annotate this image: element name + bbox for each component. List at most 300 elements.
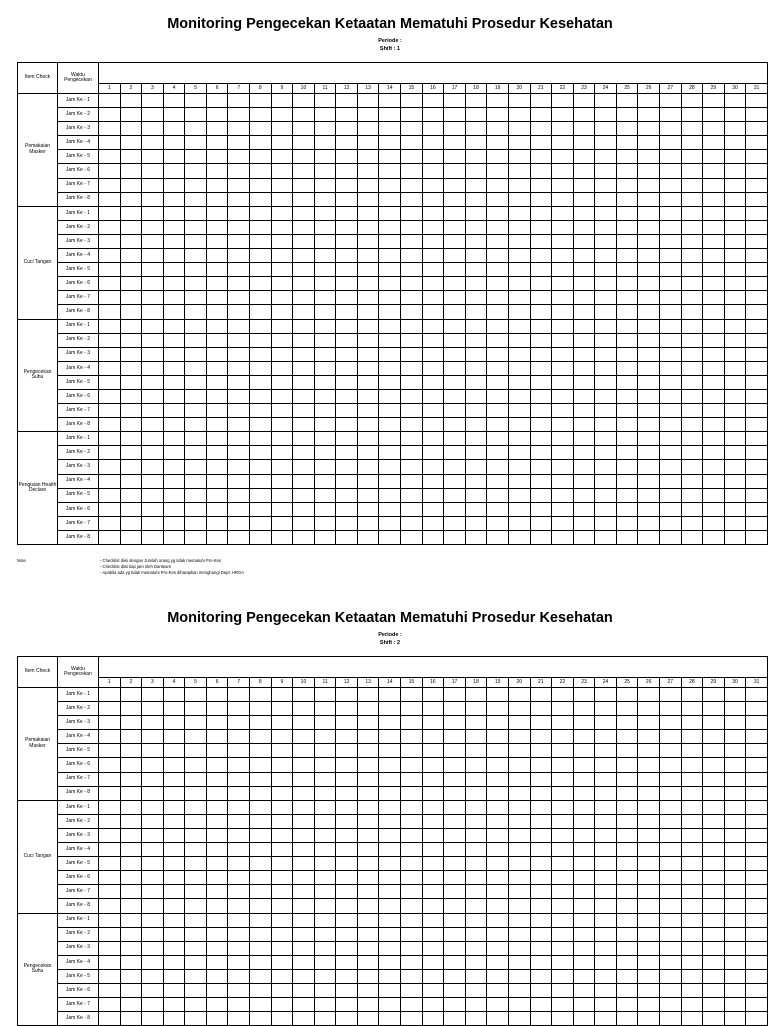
check-cell[interactable] <box>357 460 379 474</box>
check-cell[interactable] <box>293 488 315 502</box>
check-cell[interactable] <box>746 389 768 403</box>
check-cell[interactable] <box>638 164 660 178</box>
check-cell[interactable] <box>98 249 120 263</box>
check-cell[interactable] <box>293 530 315 544</box>
check-cell[interactable] <box>638 530 660 544</box>
check-cell[interactable] <box>142 786 164 800</box>
check-cell[interactable] <box>422 418 444 432</box>
check-cell[interactable] <box>163 432 185 446</box>
check-cell[interactable] <box>142 857 164 871</box>
check-cell[interactable] <box>508 941 530 955</box>
check-cell[interactable] <box>98 871 120 885</box>
check-cell[interactable] <box>595 800 617 814</box>
check-cell[interactable] <box>681 94 703 108</box>
check-cell[interactable] <box>271 800 293 814</box>
check-cell[interactable] <box>120 772 142 786</box>
check-cell[interactable] <box>142 122 164 136</box>
check-cell[interactable] <box>660 843 682 857</box>
check-cell[interactable] <box>271 530 293 544</box>
check-cell[interactable] <box>508 814 530 828</box>
check-cell[interactable] <box>206 291 228 305</box>
check-cell[interactable] <box>638 913 660 927</box>
check-cell[interactable] <box>573 263 595 277</box>
check-cell[interactable] <box>206 516 228 530</box>
check-cell[interactable] <box>616 263 638 277</box>
check-cell[interactable] <box>444 814 466 828</box>
check-cell[interactable] <box>638 502 660 516</box>
check-cell[interactable] <box>357 488 379 502</box>
check-cell[interactable] <box>487 688 509 702</box>
check-cell[interactable] <box>142 772 164 786</box>
check-cell[interactable] <box>314 474 336 488</box>
check-cell[interactable] <box>703 969 725 983</box>
check-cell[interactable] <box>595 432 617 446</box>
check-cell[interactable] <box>465 178 487 192</box>
check-cell[interactable] <box>508 305 530 319</box>
check-cell[interactable] <box>681 446 703 460</box>
check-cell[interactable] <box>487 955 509 969</box>
check-cell[interactable] <box>120 277 142 291</box>
check-cell[interactable] <box>530 305 552 319</box>
check-cell[interactable] <box>120 446 142 460</box>
check-cell[interactable] <box>422 502 444 516</box>
check-cell[interactable] <box>206 758 228 772</box>
check-cell[interactable] <box>379 474 401 488</box>
check-cell[interactable] <box>206 702 228 716</box>
check-cell[interactable] <box>401 389 423 403</box>
check-cell[interactable] <box>616 772 638 786</box>
check-cell[interactable] <box>552 474 574 488</box>
check-cell[interactable] <box>185 998 207 1012</box>
check-cell[interactable] <box>163 460 185 474</box>
check-cell[interactable] <box>401 941 423 955</box>
check-cell[interactable] <box>271 772 293 786</box>
check-cell[interactable] <box>228 291 250 305</box>
check-cell[interactable] <box>379 983 401 997</box>
check-cell[interactable] <box>573 772 595 786</box>
check-cell[interactable] <box>185 263 207 277</box>
check-cell[interactable] <box>595 446 617 460</box>
check-cell[interactable] <box>638 375 660 389</box>
check-cell[interactable] <box>185 164 207 178</box>
check-cell[interactable] <box>595 206 617 220</box>
check-cell[interactable] <box>552 347 574 361</box>
check-cell[interactable] <box>508 516 530 530</box>
check-cell[interactable] <box>250 122 272 136</box>
check-cell[interactable] <box>681 122 703 136</box>
check-cell[interactable] <box>357 234 379 248</box>
check-cell[interactable] <box>552 333 574 347</box>
check-cell[interactable] <box>401 730 423 744</box>
check-cell[interactable] <box>746 913 768 927</box>
check-cell[interactable] <box>465 488 487 502</box>
check-cell[interactable] <box>293 969 315 983</box>
check-cell[interactable] <box>98 404 120 418</box>
check-cell[interactable] <box>120 361 142 375</box>
check-cell[interactable] <box>703 786 725 800</box>
check-cell[interactable] <box>552 108 574 122</box>
check-cell[interactable] <box>444 375 466 389</box>
check-cell[interactable] <box>250 178 272 192</box>
check-cell[interactable] <box>530 220 552 234</box>
check-cell[interactable] <box>444 969 466 983</box>
check-cell[interactable] <box>228 389 250 403</box>
check-cell[interactable] <box>228 206 250 220</box>
check-cell[interactable] <box>638 122 660 136</box>
check-cell[interactable] <box>552 983 574 997</box>
check-cell[interactable] <box>616 758 638 772</box>
check-cell[interactable] <box>379 389 401 403</box>
check-cell[interactable] <box>422 305 444 319</box>
check-cell[interactable] <box>422 291 444 305</box>
check-cell[interactable] <box>724 814 746 828</box>
check-cell[interactable] <box>250 234 272 248</box>
check-cell[interactable] <box>163 702 185 716</box>
check-cell[interactable] <box>250 432 272 446</box>
check-cell[interactable] <box>185 702 207 716</box>
check-cell[interactable] <box>185 502 207 516</box>
check-cell[interactable] <box>228 913 250 927</box>
check-cell[interactable] <box>142 263 164 277</box>
check-cell[interactable] <box>444 702 466 716</box>
check-cell[interactable] <box>98 843 120 857</box>
check-cell[interactable] <box>465 857 487 871</box>
check-cell[interactable] <box>336 913 358 927</box>
check-cell[interactable] <box>142 941 164 955</box>
check-cell[interactable] <box>228 361 250 375</box>
check-cell[interactable] <box>638 857 660 871</box>
check-cell[interactable] <box>444 263 466 277</box>
check-cell[interactable] <box>552 516 574 530</box>
check-cell[interactable] <box>271 899 293 913</box>
check-cell[interactable] <box>552 305 574 319</box>
check-cell[interactable] <box>336 744 358 758</box>
check-cell[interactable] <box>508 744 530 758</box>
check-cell[interactable] <box>681 347 703 361</box>
check-cell[interactable] <box>660 730 682 744</box>
check-cell[interactable] <box>379 333 401 347</box>
check-cell[interactable] <box>379 871 401 885</box>
check-cell[interactable] <box>314 263 336 277</box>
check-cell[interactable] <box>163 150 185 164</box>
check-cell[interactable] <box>250 347 272 361</box>
check-cell[interactable] <box>487 150 509 164</box>
check-cell[interactable] <box>98 94 120 108</box>
check-cell[interactable] <box>142 998 164 1012</box>
check-cell[interactable] <box>120 474 142 488</box>
check-cell[interactable] <box>336 530 358 544</box>
check-cell[interactable] <box>616 688 638 702</box>
check-cell[interactable] <box>422 983 444 997</box>
check-cell[interactable] <box>293 136 315 150</box>
check-cell[interactable] <box>552 730 574 744</box>
check-cell[interactable] <box>703 234 725 248</box>
check-cell[interactable] <box>681 333 703 347</box>
check-cell[interactable] <box>444 234 466 248</box>
check-cell[interactable] <box>638 772 660 786</box>
check-cell[interactable] <box>250 291 272 305</box>
check-cell[interactable] <box>746 828 768 842</box>
check-cell[interactable] <box>703 305 725 319</box>
check-cell[interactable] <box>314 927 336 941</box>
check-cell[interactable] <box>595 94 617 108</box>
check-cell[interactable] <box>444 178 466 192</box>
check-cell[interactable] <box>724 941 746 955</box>
check-cell[interactable] <box>703 319 725 333</box>
check-cell[interactable] <box>120 969 142 983</box>
check-cell[interactable] <box>142 305 164 319</box>
check-cell[interactable] <box>681 702 703 716</box>
check-cell[interactable] <box>271 108 293 122</box>
check-cell[interactable] <box>530 94 552 108</box>
check-cell[interactable] <box>206 178 228 192</box>
check-cell[interactable] <box>746 502 768 516</box>
check-cell[interactable] <box>508 758 530 772</box>
check-cell[interactable] <box>357 772 379 786</box>
check-cell[interactable] <box>573 446 595 460</box>
check-cell[interactable] <box>660 744 682 758</box>
check-cell[interactable] <box>703 800 725 814</box>
check-cell[interactable] <box>746 192 768 206</box>
check-cell[interactable] <box>552 913 574 927</box>
check-cell[interactable] <box>314 843 336 857</box>
check-cell[interactable] <box>422 744 444 758</box>
check-cell[interactable] <box>465 460 487 474</box>
check-cell[interactable] <box>401 220 423 234</box>
check-cell[interactable] <box>444 998 466 1012</box>
check-cell[interactable] <box>746 871 768 885</box>
check-cell[interactable] <box>379 150 401 164</box>
check-cell[interactable] <box>724 164 746 178</box>
check-cell[interactable] <box>573 108 595 122</box>
check-cell[interactable] <box>681 913 703 927</box>
check-cell[interactable] <box>487 857 509 871</box>
check-cell[interactable] <box>314 716 336 730</box>
check-cell[interactable] <box>206 716 228 730</box>
check-cell[interactable] <box>638 828 660 842</box>
check-cell[interactable] <box>120 744 142 758</box>
check-cell[interactable] <box>487 885 509 899</box>
check-cell[interactable] <box>120 828 142 842</box>
check-cell[interactable] <box>638 460 660 474</box>
check-cell[interactable] <box>163 998 185 1012</box>
check-cell[interactable] <box>293 758 315 772</box>
check-cell[interactable] <box>552 716 574 730</box>
check-cell[interactable] <box>660 885 682 899</box>
check-cell[interactable] <box>250 404 272 418</box>
check-cell[interactable] <box>508 150 530 164</box>
check-cell[interactable] <box>444 716 466 730</box>
check-cell[interactable] <box>250 843 272 857</box>
check-cell[interactable] <box>444 432 466 446</box>
check-cell[interactable] <box>638 206 660 220</box>
check-cell[interactable] <box>357 814 379 828</box>
check-cell[interactable] <box>681 361 703 375</box>
check-cell[interactable] <box>271 857 293 871</box>
check-cell[interactable] <box>508 108 530 122</box>
check-cell[interactable] <box>336 998 358 1012</box>
check-cell[interactable] <box>746 941 768 955</box>
check-cell[interactable] <box>616 361 638 375</box>
check-cell[interactable] <box>336 488 358 502</box>
check-cell[interactable] <box>444 291 466 305</box>
check-cell[interactable] <box>185 885 207 899</box>
check-cell[interactable] <box>638 730 660 744</box>
check-cell[interactable] <box>422 885 444 899</box>
check-cell[interactable] <box>465 772 487 786</box>
check-cell[interactable] <box>487 502 509 516</box>
check-cell[interactable] <box>336 772 358 786</box>
check-cell[interactable] <box>357 277 379 291</box>
check-cell[interactable] <box>487 206 509 220</box>
check-cell[interactable] <box>98 192 120 206</box>
check-cell[interactable] <box>595 164 617 178</box>
check-cell[interactable] <box>530 516 552 530</box>
check-cell[interactable] <box>250 263 272 277</box>
check-cell[interactable] <box>336 192 358 206</box>
check-cell[interactable] <box>746 263 768 277</box>
check-cell[interactable] <box>616 941 638 955</box>
check-cell[interactable] <box>444 871 466 885</box>
check-cell[interactable] <box>422 432 444 446</box>
check-cell[interactable] <box>530 702 552 716</box>
check-cell[interactable] <box>293 516 315 530</box>
check-cell[interactable] <box>746 333 768 347</box>
check-cell[interactable] <box>508 122 530 136</box>
check-cell[interactable] <box>681 136 703 150</box>
check-cell[interactable] <box>250 277 272 291</box>
check-cell[interactable] <box>422 786 444 800</box>
check-cell[interactable] <box>660 220 682 234</box>
check-cell[interactable] <box>508 319 530 333</box>
check-cell[interactable] <box>681 108 703 122</box>
check-cell[interactable] <box>228 347 250 361</box>
check-cell[interactable] <box>293 150 315 164</box>
check-cell[interactable] <box>530 178 552 192</box>
check-cell[interactable] <box>163 800 185 814</box>
check-cell[interactable] <box>379 955 401 969</box>
check-cell[interactable] <box>703 333 725 347</box>
check-cell[interactable] <box>314 955 336 969</box>
check-cell[interactable] <box>163 192 185 206</box>
check-cell[interactable] <box>293 404 315 418</box>
check-cell[interactable] <box>293 983 315 997</box>
check-cell[interactable] <box>444 446 466 460</box>
check-cell[interactable] <box>703 885 725 899</box>
check-cell[interactable] <box>530 857 552 871</box>
check-cell[interactable] <box>422 828 444 842</box>
check-cell[interactable] <box>465 983 487 997</box>
check-cell[interactable] <box>163 843 185 857</box>
check-cell[interactable] <box>250 913 272 927</box>
check-cell[interactable] <box>465 249 487 263</box>
check-cell[interactable] <box>616 814 638 828</box>
check-cell[interactable] <box>142 800 164 814</box>
check-cell[interactable] <box>120 786 142 800</box>
check-cell[interactable] <box>142 730 164 744</box>
check-cell[interactable] <box>638 319 660 333</box>
check-cell[interactable] <box>185 460 207 474</box>
check-cell[interactable] <box>422 206 444 220</box>
check-cell[interactable] <box>228 730 250 744</box>
check-cell[interactable] <box>724 333 746 347</box>
check-cell[interactable] <box>465 418 487 432</box>
check-cell[interactable] <box>185 983 207 997</box>
check-cell[interactable] <box>508 277 530 291</box>
check-cell[interactable] <box>163 108 185 122</box>
check-cell[interactable] <box>638 333 660 347</box>
check-cell[interactable] <box>595 460 617 474</box>
check-cell[interactable] <box>379 941 401 955</box>
check-cell[interactable] <box>228 744 250 758</box>
check-cell[interactable] <box>120 108 142 122</box>
check-cell[interactable] <box>314 772 336 786</box>
check-cell[interactable] <box>595 927 617 941</box>
check-cell[interactable] <box>552 502 574 516</box>
check-cell[interactable] <box>379 502 401 516</box>
check-cell[interactable] <box>444 758 466 772</box>
check-cell[interactable] <box>206 730 228 744</box>
check-cell[interactable] <box>552 969 574 983</box>
check-cell[interactable] <box>595 404 617 418</box>
check-cell[interactable] <box>163 178 185 192</box>
check-cell[interactable] <box>185 446 207 460</box>
check-cell[interactable] <box>444 122 466 136</box>
check-cell[interactable] <box>98 389 120 403</box>
check-cell[interactable] <box>336 234 358 248</box>
check-cell[interactable] <box>163 772 185 786</box>
check-cell[interactable] <box>573 800 595 814</box>
check-cell[interactable] <box>487 432 509 446</box>
check-cell[interactable] <box>724 249 746 263</box>
check-cell[interactable] <box>271 983 293 997</box>
check-cell[interactable] <box>616 800 638 814</box>
check-cell[interactable] <box>357 899 379 913</box>
check-cell[interactable] <box>120 758 142 772</box>
check-cell[interactable] <box>185 389 207 403</box>
check-cell[interactable] <box>422 460 444 474</box>
check-cell[interactable] <box>573 404 595 418</box>
check-cell[interactable] <box>660 998 682 1012</box>
check-cell[interactable] <box>487 389 509 403</box>
check-cell[interactable] <box>595 220 617 234</box>
check-cell[interactable] <box>552 164 574 178</box>
check-cell[interactable] <box>595 688 617 702</box>
check-cell[interactable] <box>638 249 660 263</box>
check-cell[interactable] <box>401 347 423 361</box>
check-cell[interactable] <box>573 941 595 955</box>
check-cell[interactable] <box>98 516 120 530</box>
check-cell[interactable] <box>508 927 530 941</box>
check-cell[interactable] <box>98 319 120 333</box>
check-cell[interactable] <box>357 404 379 418</box>
check-cell[interactable] <box>379 688 401 702</box>
check-cell[interactable] <box>206 983 228 997</box>
check-cell[interactable] <box>142 178 164 192</box>
check-cell[interactable] <box>271 516 293 530</box>
check-cell[interactable] <box>552 530 574 544</box>
check-cell[interactable] <box>357 361 379 375</box>
check-cell[interactable] <box>422 474 444 488</box>
check-cell[interactable] <box>422 730 444 744</box>
check-cell[interactable] <box>703 998 725 1012</box>
check-cell[interactable] <box>422 150 444 164</box>
check-cell[interactable] <box>142 843 164 857</box>
check-cell[interactable] <box>616 998 638 1012</box>
check-cell[interactable] <box>660 192 682 206</box>
check-cell[interactable] <box>465 375 487 389</box>
check-cell[interactable] <box>681 375 703 389</box>
